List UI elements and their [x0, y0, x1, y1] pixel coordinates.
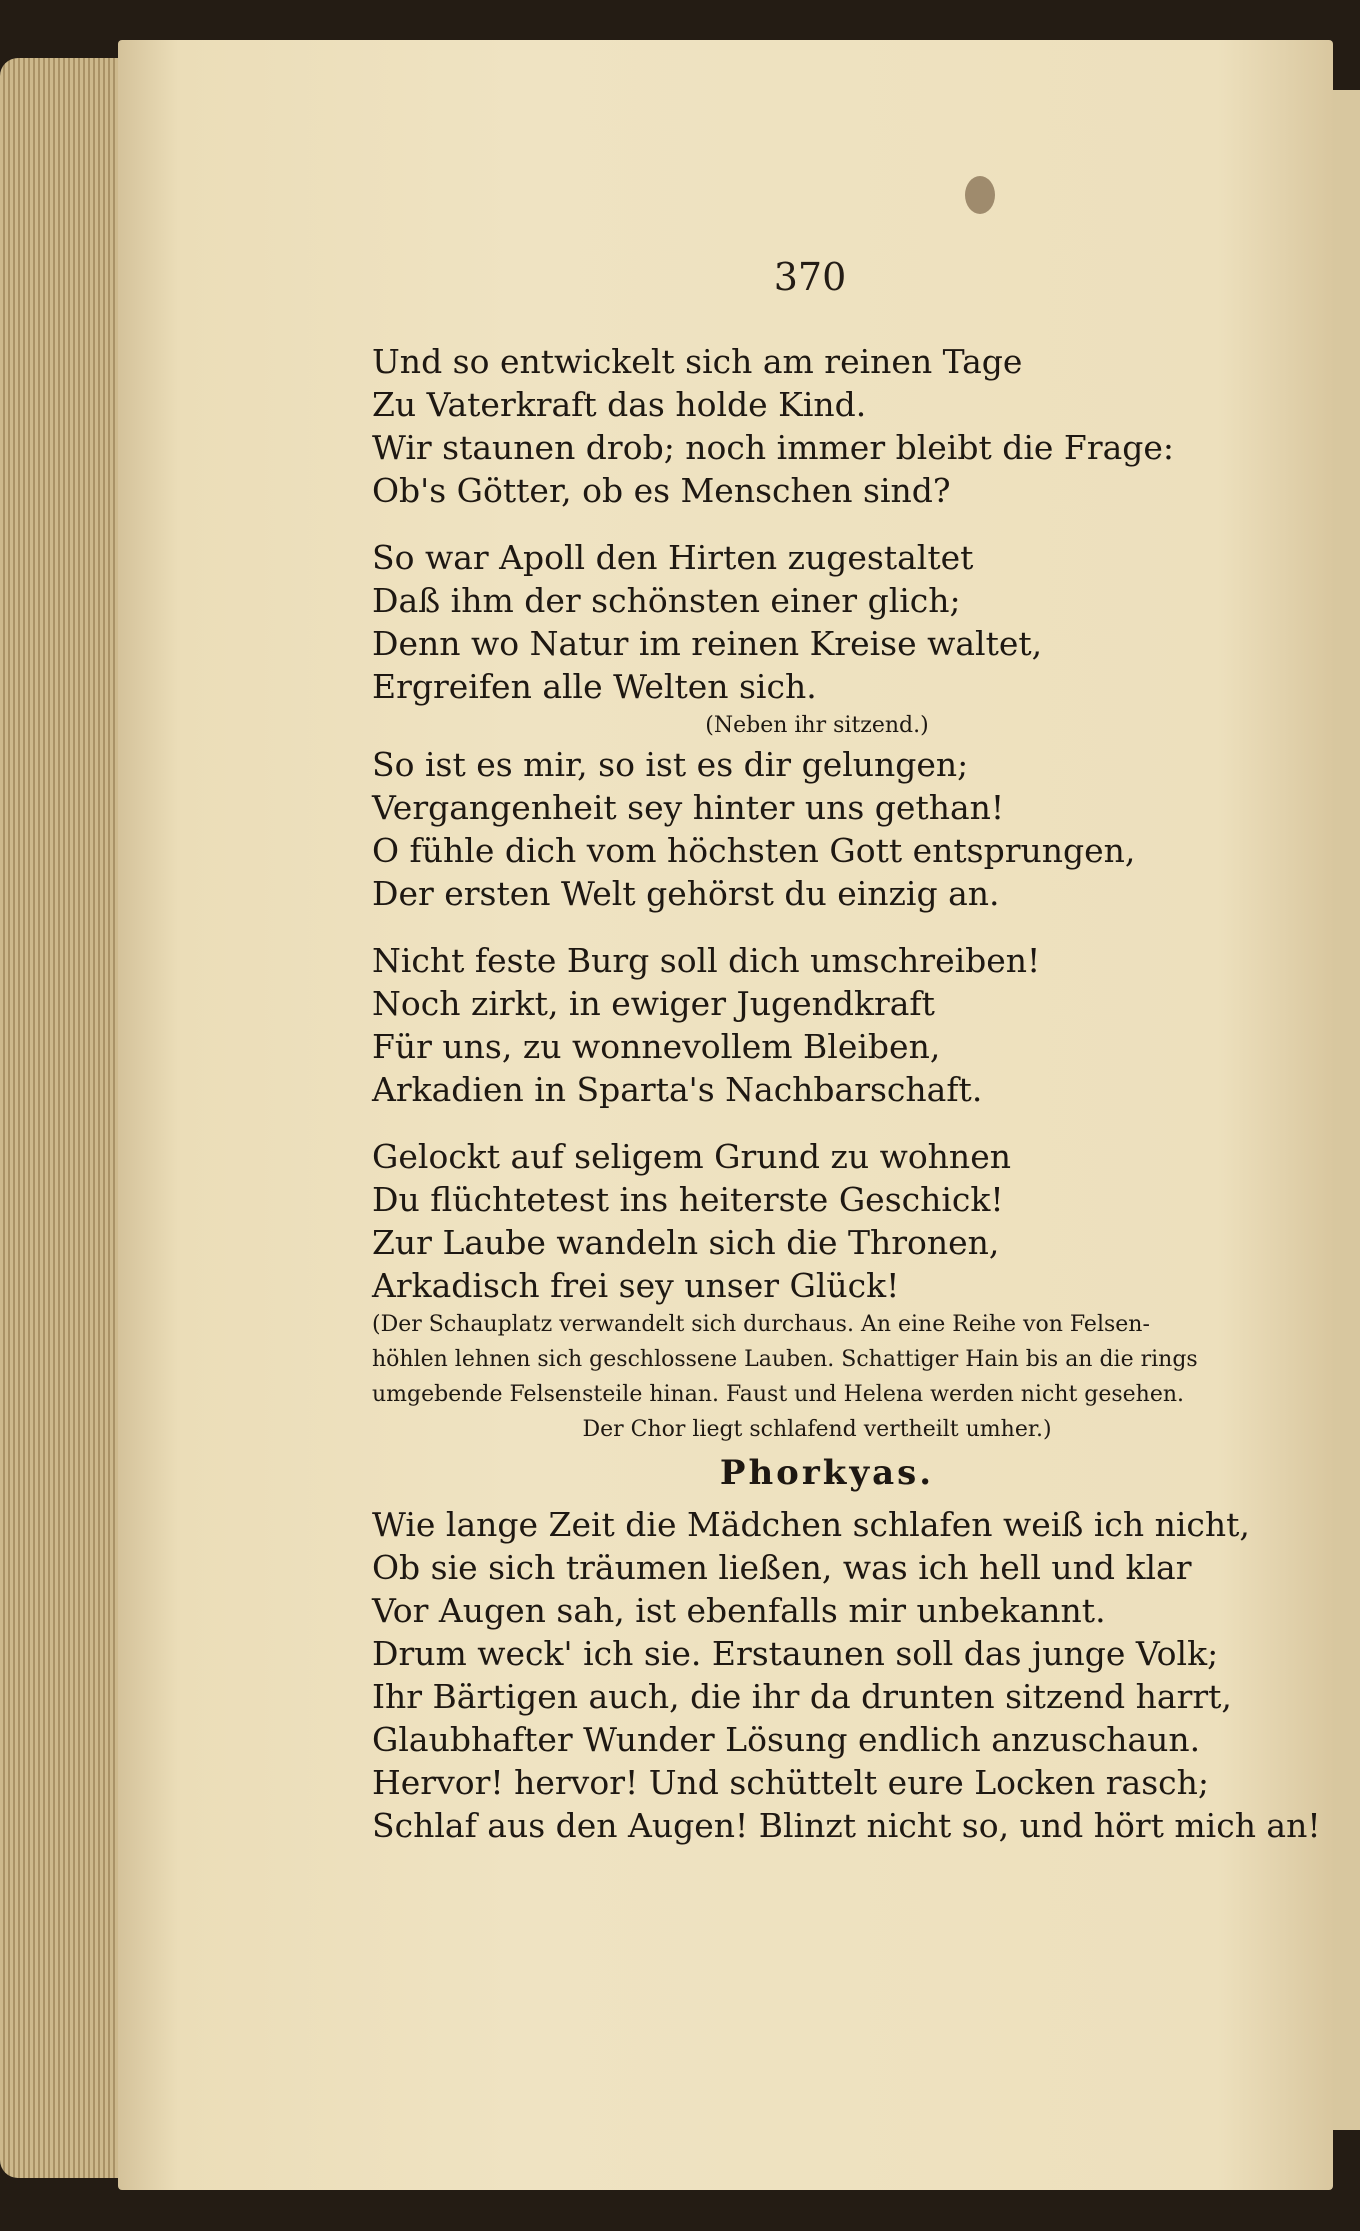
verse-line: Du flüchtetest ins heiterste Geschick!: [372, 1180, 1004, 1219]
scene-direction-line: Der Chor liegt schlafend vertheilt umher.): [582, 1417, 1052, 1442]
stanza: [372, 340, 1282, 512]
stanza: [372, 1135, 1282, 1307]
scene-direction-line: (Der Schauplatz verwandelt sich durchaus. An eine Reihe von Felsen-: [372, 1312, 1150, 1337]
page-text: [372, 340, 1321, 1847]
verse-line: Ob's Götter, ob es Menschen sind?: [372, 471, 951, 510]
stage-direction: (Neben ihr sitzend.): [705, 713, 929, 738]
stanza: [372, 536, 1282, 708]
verse-line: Für uns, zu wonnevollem Bleiben,: [372, 1027, 941, 1066]
scene-direction: [372, 1307, 1282, 1447]
speaker-name: Phorkyas.: [719, 1453, 935, 1493]
verse-line: Nicht feste Burg soll dich umschreiben!: [372, 941, 1041, 980]
speech-line: Hervor! hervor! Und schüttelt eure Locken rasch;: [372, 1763, 1210, 1802]
speech-line: Glaubhafter Wunder Lösung endlich anzuschaun.: [372, 1720, 1201, 1759]
verse-line: O fühle dich vom höchsten Gott entsprungen,: [372, 831, 1136, 870]
verse-line: So ist es mir, so ist es dir gelungen;: [372, 745, 969, 784]
verse-line: Wir staunen drob; noch immer bleibt die Frage:: [372, 428, 1175, 467]
scene-direction-line: umgebende Felsensteile hinan. Faust und Helena werden nicht gesehen.: [372, 1382, 1185, 1407]
verse-line: Denn wo Natur im reinen Kreise waltet,: [372, 624, 1043, 663]
ink-stain: [965, 176, 995, 214]
verse-line: Ergreifen alle Welten sich.: [372, 667, 817, 706]
speech-line: Ihr Bärtigen auch, die ihr da drunten sitzend harrt,: [372, 1677, 1232, 1716]
verse-line: Zur Laube wandeln sich die Thronen,: [372, 1223, 1000, 1262]
stanza: [372, 743, 1282, 915]
speech-line: Vor Augen sah, ist ebenfalls mir unbekannt.: [372, 1591, 1106, 1630]
stanza: [372, 939, 1282, 1111]
speech-line: Wie lange Zeit die Mädchen schlafen weiß ich nicht,: [372, 1505, 1250, 1544]
verse-line: Zu Vaterkraft das holde Kind.: [372, 385, 867, 424]
page-edges: [0, 58, 130, 2178]
scene-direction-line: höhlen lehnen sich geschlossene Lauben. Schattiger Hain bis an die rings: [372, 1347, 1198, 1372]
speech-line: Ob sie sich träumen ließen, was ich hell und klar: [372, 1548, 1192, 1587]
page-number: 370: [773, 255, 847, 299]
verse-line: Arkadisch frei sey unser Glück!: [372, 1266, 900, 1305]
verse-line: Gelockt auf seligem Grund zu wohnen: [372, 1137, 1011, 1176]
verse-line: Noch zirkt, in ewiger Jugendkraft: [372, 984, 935, 1023]
speech-line: Schlaf aus den Augen! Blinzt nicht so, und hört mich an!: [372, 1806, 1321, 1845]
verse-line: Arkadien in Sparta's Nachbarschaft.: [372, 1070, 983, 1109]
verse-line: So war Apoll den Hirten zugestaltet: [372, 538, 974, 577]
verse-line: Vergangenheit sey hinter uns gethan!: [372, 788, 1005, 827]
speech-line: Drum weck' ich sie. Erstaunen soll das junge Volk;: [372, 1634, 1219, 1673]
verse-line: Der ersten Welt gehörst du einzig an.: [372, 874, 1000, 913]
speech: [372, 1503, 1321, 1847]
verse-line: Und so entwickelt sich am reinen Tage: [372, 342, 1023, 381]
verse-line: Daß ihm der schönsten einer glich;: [372, 581, 961, 620]
